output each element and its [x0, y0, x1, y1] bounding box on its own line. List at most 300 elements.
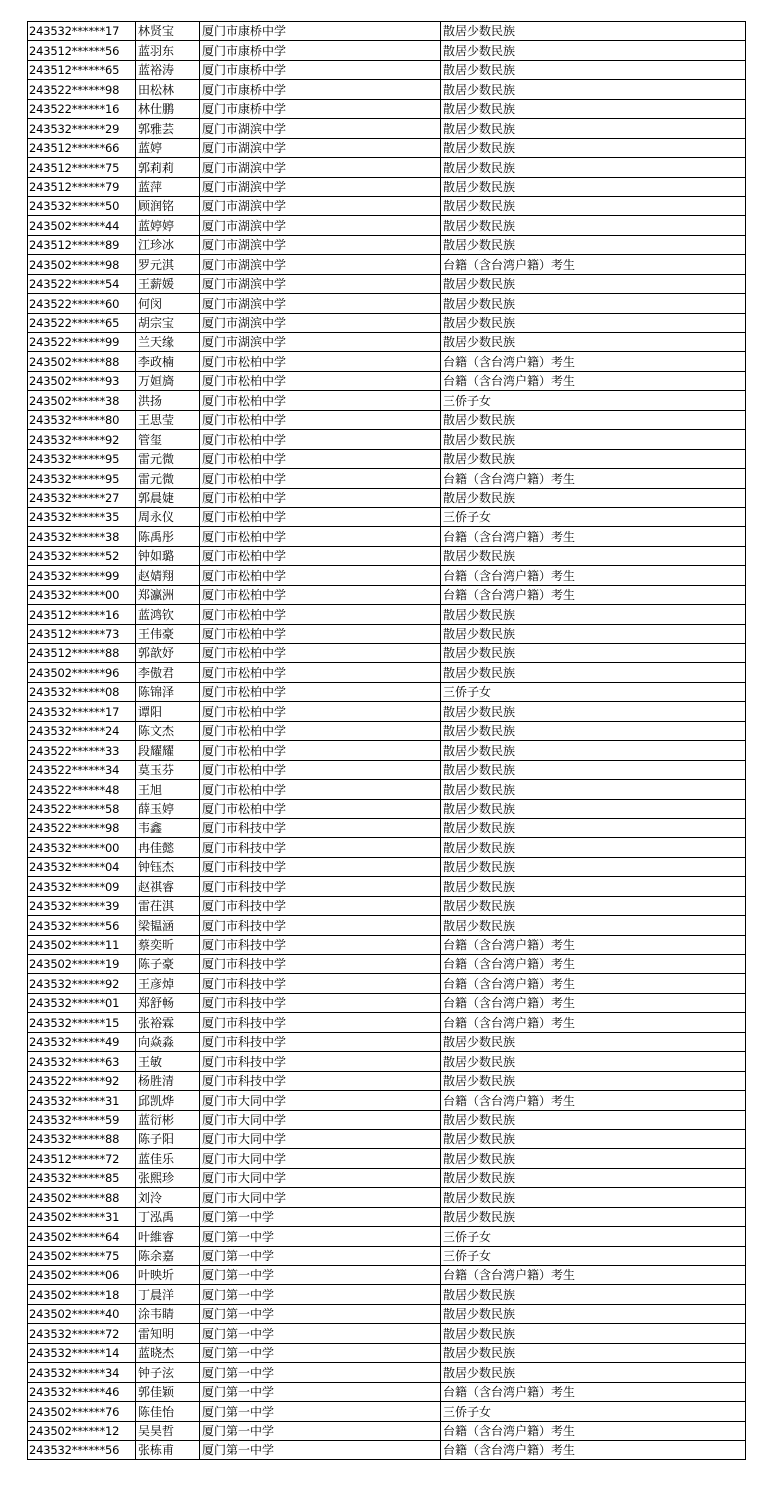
table-row — [28, 624, 746, 643]
student-name-cell: 张熙珍 — [136, 1168, 200, 1187]
category-cell: 散居少数民族 — [441, 294, 746, 313]
category-cell: 三侨子女 — [441, 1402, 746, 1421]
table-row — [28, 41, 746, 60]
student-name-cell: 李政楠 — [136, 352, 200, 371]
exam-number-cell: 243502******64 — [28, 1227, 136, 1246]
student-name-cell: 陈余嘉 — [136, 1246, 200, 1265]
table-row — [28, 99, 746, 118]
table-row — [28, 799, 746, 818]
school-cell: 厦门市科技中学 — [200, 896, 441, 915]
student-name-cell: 陈子阳 — [136, 1129, 200, 1148]
exam-number-cell: 243532******92 — [28, 430, 136, 449]
school-cell: 厦门市湖滨中学 — [200, 216, 441, 235]
exam-number-cell: 243502******12 — [28, 1421, 136, 1440]
category-cell: 散居少数民族 — [441, 333, 746, 352]
school-cell: 厦门市湖滨中学 — [200, 196, 441, 215]
student-name-cell: 郭雅芸 — [136, 119, 200, 138]
student-name-cell: 丁泓禹 — [136, 1207, 200, 1226]
table-row — [28, 313, 746, 332]
table-row — [28, 857, 746, 876]
student-name-cell: 王敏 — [136, 1052, 200, 1071]
school-cell: 厦门市松柏中学 — [200, 721, 441, 740]
exam-number-cell: 243512******75 — [28, 158, 136, 177]
category-cell: 散居少数民族 — [441, 1071, 746, 1090]
category-cell: 台籍（含台湾户籍）考生 — [441, 371, 746, 390]
exam-number-cell: 243532******00 — [28, 838, 136, 857]
school-cell: 厦门市科技中学 — [200, 974, 441, 993]
school-cell: 厦门市松柏中学 — [200, 469, 441, 488]
table-row — [28, 1246, 746, 1265]
school-cell: 厦门市湖滨中学 — [200, 255, 441, 274]
student-name-cell: 何闵 — [136, 294, 200, 313]
exam-number-cell: 243532******99 — [28, 566, 136, 585]
category-cell: 台籍（含台湾户籍）考生 — [441, 1382, 746, 1401]
exam-number-cell: 243502******31 — [28, 1207, 136, 1226]
exam-number-cell: 243502******38 — [28, 391, 136, 410]
exam-number-cell: 243512******89 — [28, 235, 136, 254]
table-row — [28, 60, 746, 79]
student-name-cell: 陈锦泽 — [136, 682, 200, 701]
student-name-cell: 雷元微 — [136, 449, 200, 468]
exam-number-cell: 243512******16 — [28, 605, 136, 624]
exam-number-cell: 243532******46 — [28, 1382, 136, 1401]
exam-number-cell: 243532******92 — [28, 974, 136, 993]
student-name-cell: 郭佳颖 — [136, 1382, 200, 1401]
school-cell: 厦门市松柏中学 — [200, 391, 441, 410]
school-cell: 厦门市大同中学 — [200, 1168, 441, 1187]
student-name-cell: 江珍冰 — [136, 235, 200, 254]
table-row — [28, 935, 746, 954]
school-cell: 厦门市湖滨中学 — [200, 177, 441, 196]
exam-number-cell: 243512******65 — [28, 60, 136, 79]
category-cell: 散居少数民族 — [441, 235, 746, 254]
exam-number-cell: 243512******79 — [28, 177, 136, 196]
table-row — [28, 1266, 746, 1285]
category-cell: 散居少数民族 — [441, 799, 746, 818]
table-row — [28, 1382, 746, 1401]
school-cell: 厦门市湖滨中学 — [200, 158, 441, 177]
exam-number-cell: 243502******88 — [28, 1188, 136, 1207]
category-cell: 台籍（含台湾户籍）考生 — [441, 527, 746, 546]
exam-number-cell: 243522******92 — [28, 1071, 136, 1090]
category-cell: 散居少数民族 — [441, 1285, 746, 1304]
student-name-cell: 郭歆妤 — [136, 644, 200, 663]
exam-number-cell: 243522******98 — [28, 80, 136, 99]
category-cell: 散居少数民族 — [441, 1032, 746, 1051]
school-cell: 厦门市康桥中学 — [200, 22, 441, 41]
category-cell: 台籍（含台湾户籍）考生 — [441, 585, 746, 604]
student-name-cell: 周永仪 — [136, 507, 200, 526]
category-cell: 散居少数民族 — [441, 1149, 746, 1168]
school-cell: 厦门市松柏中学 — [200, 741, 441, 760]
exam-number-cell: 243532******15 — [28, 1013, 136, 1032]
school-cell: 厦门市湖滨中学 — [200, 294, 441, 313]
table-row — [28, 507, 746, 526]
school-cell: 厦门第一中学 — [200, 1421, 441, 1440]
student-name-cell: 刘泠 — [136, 1188, 200, 1207]
exam-number-cell: 243502******19 — [28, 955, 136, 974]
category-cell: 散居少数民族 — [441, 1110, 746, 1129]
student-name-cell: 蓝萍 — [136, 177, 200, 196]
student-name-cell: 蓝晓杰 — [136, 1343, 200, 1362]
category-cell: 散居少数民族 — [441, 857, 746, 876]
student-name-cell: 杨胜清 — [136, 1071, 200, 1090]
student-name-cell: 冉佳懿 — [136, 838, 200, 857]
table-row — [28, 644, 746, 663]
category-cell: 台籍（含台湾户籍）考生 — [441, 935, 746, 954]
school-cell: 厦门市科技中学 — [200, 838, 441, 857]
table-row — [28, 488, 746, 507]
category-cell: 散居少数民族 — [441, 605, 746, 624]
table-row — [28, 22, 746, 41]
category-cell: 散居少数民族 — [441, 663, 746, 682]
category-cell: 散居少数民族 — [441, 721, 746, 740]
table-row — [28, 1110, 746, 1129]
school-cell: 厦门市松柏中学 — [200, 760, 441, 779]
table-row — [28, 974, 746, 993]
category-cell: 台籍（含台湾户籍）考生 — [441, 255, 746, 274]
table-row — [28, 1363, 746, 1382]
student-name-cell: 蓝羽东 — [136, 41, 200, 60]
category-cell: 散居少数民族 — [441, 780, 746, 799]
table-row — [28, 410, 746, 429]
table-row — [28, 1188, 746, 1207]
category-cell: 散居少数民族 — [441, 41, 746, 60]
table-row — [28, 546, 746, 565]
school-cell: 厦门市科技中学 — [200, 1013, 441, 1032]
table-row — [28, 294, 746, 313]
student-name-cell: 向焱淼 — [136, 1032, 200, 1051]
school-cell: 厦门市康桥中学 — [200, 41, 441, 60]
category-cell: 三侨子女 — [441, 1246, 746, 1265]
exam-number-cell: 243532******59 — [28, 1110, 136, 1129]
table-row — [28, 527, 746, 546]
exam-number-cell: 243502******96 — [28, 663, 136, 682]
table-row — [28, 818, 746, 837]
exam-number-cell: 243532******24 — [28, 721, 136, 740]
student-name-cell: 雷知明 — [136, 1324, 200, 1343]
school-cell: 厦门市科技中学 — [200, 877, 441, 896]
category-cell: 散居少数民族 — [441, 99, 746, 118]
category-cell: 散居少数民族 — [441, 313, 746, 332]
exam-number-cell: 243502******18 — [28, 1285, 136, 1304]
exam-number-cell: 243532******14 — [28, 1343, 136, 1362]
table-row — [28, 352, 746, 371]
exam-number-cell: 243532******80 — [28, 410, 136, 429]
table-row — [28, 1207, 746, 1226]
school-cell: 厦门市湖滨中学 — [200, 138, 441, 157]
table-row — [28, 760, 746, 779]
student-name-cell: 韦鑫 — [136, 818, 200, 837]
table-row — [28, 1071, 746, 1090]
school-cell: 厦门市科技中学 — [200, 935, 441, 954]
table-row — [28, 1440, 746, 1459]
category-cell: 散居少数民族 — [441, 216, 746, 235]
table-row — [28, 780, 746, 799]
student-name-cell: 郑瀛洲 — [136, 585, 200, 604]
exam-number-cell: 243522******33 — [28, 741, 136, 760]
student-name-cell: 吴昊哲 — [136, 1421, 200, 1440]
exam-number-cell: 243502******44 — [28, 216, 136, 235]
table-row — [28, 1304, 746, 1323]
student-name-cell: 陈子豪 — [136, 955, 200, 974]
student-name-cell: 雷茌淇 — [136, 896, 200, 915]
category-cell: 台籍（含台湾户籍）考生 — [441, 566, 746, 585]
school-cell: 厦门市大同中学 — [200, 1129, 441, 1148]
exam-number-cell: 243502******88 — [28, 352, 136, 371]
student-name-cell: 梁韫涵 — [136, 916, 200, 935]
student-name-cell: 薛玉婷 — [136, 799, 200, 818]
school-cell: 厦门市松柏中学 — [200, 780, 441, 799]
school-cell: 厦门第一中学 — [200, 1285, 441, 1304]
exam-number-cell: 243532******34 — [28, 1363, 136, 1382]
student-name-cell: 钟如璐 — [136, 546, 200, 565]
table-row — [28, 177, 746, 196]
school-cell: 厦门市科技中学 — [200, 1052, 441, 1071]
exam-number-cell: 243532******17 — [28, 22, 136, 41]
table-row — [28, 721, 746, 740]
table-row — [28, 1091, 746, 1110]
school-cell: 厦门第一中学 — [200, 1402, 441, 1421]
student-name-cell: 蓝婷婷 — [136, 216, 200, 235]
category-cell: 散居少数民族 — [441, 138, 746, 157]
student-name-cell: 陈佳怡 — [136, 1402, 200, 1421]
table-row — [28, 1013, 746, 1032]
category-cell: 三侨子女 — [441, 1227, 746, 1246]
school-cell: 厦门市松柏中学 — [200, 566, 441, 585]
student-name-cell: 雷元微 — [136, 469, 200, 488]
student-name-cell: 林仕鹏 — [136, 99, 200, 118]
student-name-cell: 钟钰杰 — [136, 857, 200, 876]
exam-number-cell: 243532******27 — [28, 488, 136, 507]
exam-number-cell: 243532******09 — [28, 877, 136, 896]
school-cell: 厦门市湖滨中学 — [200, 235, 441, 254]
category-cell: 台籍（含台湾户籍）考生 — [441, 955, 746, 974]
student-name-cell: 郭莉莉 — [136, 158, 200, 177]
category-cell: 散居少数民族 — [441, 22, 746, 41]
table-row — [28, 702, 746, 721]
category-cell: 散居少数民族 — [441, 119, 746, 138]
exam-number-cell: 243502******93 — [28, 371, 136, 390]
student-name-cell: 林贤宝 — [136, 22, 200, 41]
school-cell: 厦门第一中学 — [200, 1363, 441, 1382]
student-name-cell: 王旭 — [136, 780, 200, 799]
category-cell: 散居少数民族 — [441, 546, 746, 565]
school-cell: 厦门第一中学 — [200, 1324, 441, 1343]
student-name-cell: 蓝鸿钦 — [136, 605, 200, 624]
exam-number-cell: 243512******73 — [28, 624, 136, 643]
table-row — [28, 1421, 746, 1440]
exam-number-cell: 243522******99 — [28, 333, 136, 352]
exam-number-cell: 243512******56 — [28, 41, 136, 60]
school-cell: 厦门市科技中学 — [200, 857, 441, 876]
student-name-cell: 蓝裕涛 — [136, 60, 200, 79]
school-cell: 厦门市松柏中学 — [200, 352, 441, 371]
school-cell: 厦门第一中学 — [200, 1440, 441, 1459]
table-row — [28, 896, 746, 915]
table-row — [28, 430, 746, 449]
exam-number-cell: 243532******29 — [28, 119, 136, 138]
exam-number-cell: 243532******08 — [28, 682, 136, 701]
category-cell: 散居少数民族 — [441, 410, 746, 429]
category-cell: 三侨子女 — [441, 507, 746, 526]
category-cell: 散居少数民族 — [441, 624, 746, 643]
exam-number-cell: 243502******76 — [28, 1402, 136, 1421]
student-name-cell: 田松林 — [136, 80, 200, 99]
table-row — [28, 158, 746, 177]
table-row — [28, 1285, 746, 1304]
student-name-cell: 郑舒畅 — [136, 993, 200, 1012]
school-cell: 厦门市科技中学 — [200, 1032, 441, 1051]
student-name-cell: 万姮旖 — [136, 371, 200, 390]
table-row — [28, 585, 746, 604]
exam-number-cell: 243532******85 — [28, 1168, 136, 1187]
exam-number-cell: 243532******31 — [28, 1091, 136, 1110]
table-row — [28, 1032, 746, 1051]
category-cell: 台籍（含台湾户籍）考生 — [441, 469, 746, 488]
school-cell: 厦门市大同中学 — [200, 1188, 441, 1207]
student-name-cell: 洪扬 — [136, 391, 200, 410]
student-name-cell: 陈文杰 — [136, 721, 200, 740]
table-row — [28, 119, 746, 138]
category-cell: 散居少数民族 — [441, 430, 746, 449]
school-cell: 厦门市湖滨中学 — [200, 119, 441, 138]
table-row — [28, 663, 746, 682]
student-name-cell: 蓝婷 — [136, 138, 200, 157]
category-cell: 散居少数民族 — [441, 644, 746, 663]
school-cell: 厦门市科技中学 — [200, 818, 441, 837]
exam-number-cell: 243532******04 — [28, 857, 136, 876]
student-name-cell: 王薪媛 — [136, 274, 200, 293]
exam-number-cell: 243532******52 — [28, 546, 136, 565]
category-cell: 散居少数民族 — [441, 838, 746, 857]
category-cell: 散居少数民族 — [441, 1343, 746, 1362]
category-cell: 台籍（含台湾户籍）考生 — [441, 1421, 746, 1440]
table-row — [28, 838, 746, 857]
exam-number-cell: 243532******35 — [28, 507, 136, 526]
category-cell: 散居少数民族 — [441, 1304, 746, 1323]
table-row — [28, 1129, 746, 1148]
exam-number-cell: 243532******56 — [28, 1440, 136, 1459]
student-name-cell: 蓝衍彬 — [136, 1110, 200, 1129]
student-name-cell: 蓝佳乐 — [136, 1149, 200, 1168]
school-cell: 厦门市松柏中学 — [200, 663, 441, 682]
table-row — [28, 955, 746, 974]
exam-number-cell: 243522******98 — [28, 818, 136, 837]
category-cell: 台籍（含台湾户籍）考生 — [441, 1266, 746, 1285]
student-name-cell: 莫玉芬 — [136, 760, 200, 779]
category-cell: 散居少数民族 — [441, 877, 746, 896]
category-cell: 散居少数民族 — [441, 1129, 746, 1148]
category-cell: 散居少数民族 — [441, 818, 746, 837]
school-cell: 厦门市科技中学 — [200, 955, 441, 974]
school-cell: 厦门市湖滨中学 — [200, 333, 441, 352]
category-cell: 台籍（含台湾户籍）考生 — [441, 1091, 746, 1110]
school-cell: 厦门市松柏中学 — [200, 410, 441, 429]
school-cell: 厦门市湖滨中学 — [200, 313, 441, 332]
applicant-table-body — [28, 22, 746, 1460]
table-row — [28, 255, 746, 274]
category-cell: 散居少数民族 — [441, 449, 746, 468]
category-cell: 散居少数民族 — [441, 1207, 746, 1226]
category-cell: 台籍（含台湾户籍）考生 — [441, 993, 746, 1012]
school-cell: 厦门第一中学 — [200, 1207, 441, 1226]
school-cell: 厦门第一中学 — [200, 1343, 441, 1362]
table-row — [28, 80, 746, 99]
school-cell: 厦门市松柏中学 — [200, 449, 441, 468]
school-cell: 厦门市松柏中学 — [200, 585, 441, 604]
school-cell: 厦门市松柏中学 — [200, 624, 441, 643]
exam-number-cell: 243522******54 — [28, 274, 136, 293]
exam-number-cell: 243502******11 — [28, 935, 136, 954]
school-cell: 厦门市大同中学 — [200, 1091, 441, 1110]
exam-number-cell: 243522******60 — [28, 294, 136, 313]
category-cell: 台籍（含台湾户籍）考生 — [441, 1440, 746, 1459]
exam-number-cell: 243502******98 — [28, 255, 136, 274]
student-name-cell: 陈禹彤 — [136, 527, 200, 546]
student-name-cell: 叶映圻 — [136, 1266, 200, 1285]
category-cell: 台籍（含台湾户籍）考生 — [441, 974, 746, 993]
category-cell: 散居少数民族 — [441, 741, 746, 760]
school-cell: 厦门市大同中学 — [200, 1110, 441, 1129]
exam-number-cell: 243532******63 — [28, 1052, 136, 1071]
table-row — [28, 196, 746, 215]
student-name-cell: 段耀耀 — [136, 741, 200, 760]
student-name-cell: 叶維睿 — [136, 1227, 200, 1246]
student-name-cell: 罗元淇 — [136, 255, 200, 274]
table-row — [28, 1402, 746, 1421]
school-cell: 厦门第一中学 — [200, 1304, 441, 1323]
category-cell: 散居少数民族 — [441, 80, 746, 99]
student-name-cell: 李傲君 — [136, 663, 200, 682]
student-name-cell: 张栋甫 — [136, 1440, 200, 1459]
student-name-cell: 涂韦睛 — [136, 1304, 200, 1323]
exam-number-cell: 243532******95 — [28, 469, 136, 488]
school-cell: 厦门第一中学 — [200, 1266, 441, 1285]
exam-number-cell: 243532******50 — [28, 196, 136, 215]
category-cell: 散居少数民族 — [441, 1363, 746, 1382]
school-cell: 厦门市康桥中学 — [200, 60, 441, 79]
school-cell: 厦门市松柏中学 — [200, 527, 441, 546]
exam-number-cell: 243532******95 — [28, 449, 136, 468]
table-row — [28, 741, 746, 760]
exam-number-cell: 243502******06 — [28, 1266, 136, 1285]
table-row — [28, 138, 746, 157]
school-cell: 厦门市大同中学 — [200, 1149, 441, 1168]
exam-number-cell: 243532******38 — [28, 527, 136, 546]
school-cell: 厦门市松柏中学 — [200, 546, 441, 565]
school-cell: 厦门市松柏中学 — [200, 682, 441, 701]
student-name-cell: 赵祺睿 — [136, 877, 200, 896]
school-cell: 厦门第一中学 — [200, 1246, 441, 1265]
table-row — [28, 1227, 746, 1246]
student-name-cell: 兰天缘 — [136, 333, 200, 352]
exam-number-cell: 243532******56 — [28, 916, 136, 935]
exam-number-cell: 243522******34 — [28, 760, 136, 779]
table-row — [28, 391, 746, 410]
school-cell: 厦门市康桥中学 — [200, 99, 441, 118]
category-cell: 散居少数民族 — [441, 702, 746, 721]
student-name-cell: 蔡奕昕 — [136, 935, 200, 954]
exam-number-cell: 243532******49 — [28, 1032, 136, 1051]
exam-number-cell: 243532******39 — [28, 896, 136, 915]
exam-number-cell: 243532******17 — [28, 702, 136, 721]
category-cell: 散居少数民族 — [441, 760, 746, 779]
category-cell: 台籍（含台湾户籍）考生 — [441, 352, 746, 371]
exam-number-cell: 243532******01 — [28, 993, 136, 1012]
table-row — [28, 469, 746, 488]
student-name-cell: 谭阳 — [136, 702, 200, 721]
